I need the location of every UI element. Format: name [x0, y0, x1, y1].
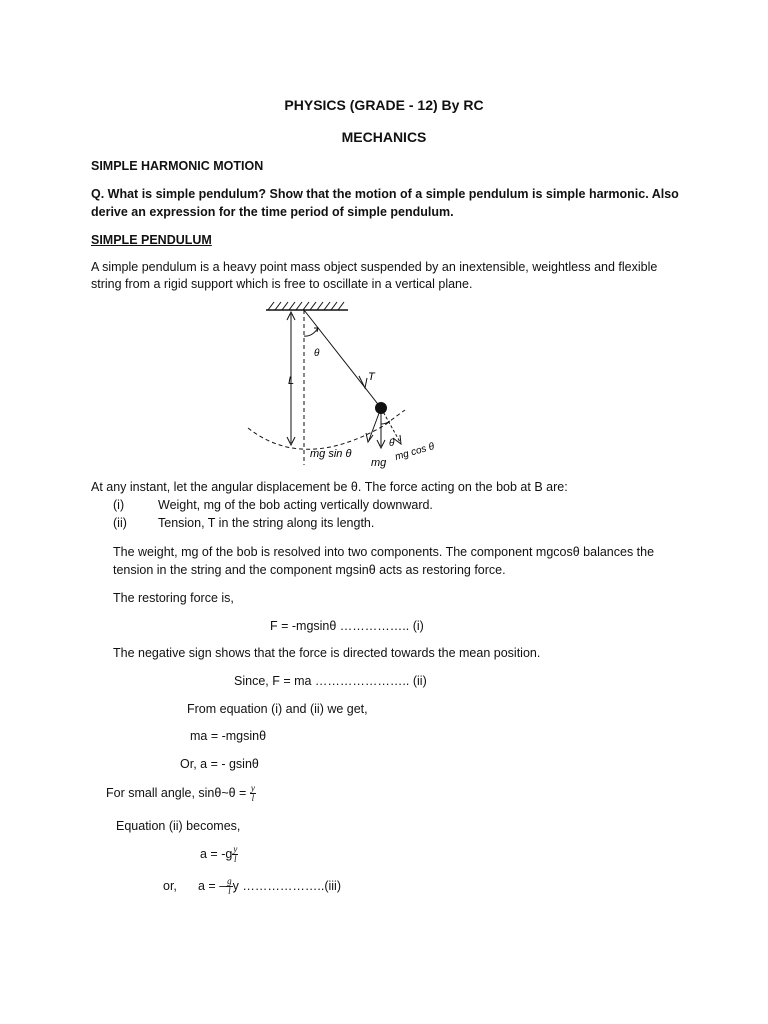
mgsin-label: mg sin θ: [310, 448, 352, 460]
force-1-text: Weight, mg of the bob acting vertically downward.: [158, 498, 433, 512]
pendulum-diagram: [230, 300, 470, 475]
definition-line-2: string from a rigid support which is free to oscillate in a vertical plane.: [91, 277, 473, 291]
support-hatching: [268, 302, 344, 310]
eq6-fraction: $\frac{g}{l}$: [227, 876, 232, 897]
resolve-line-2: tension in the string and the component mgsinθ acts as restoring force.: [113, 563, 506, 577]
resolve-line-1: The weight, mg of the bob is resolved into two components. The component mgcosθ balances the: [113, 545, 655, 559]
equation-1: F = -mgsinθ …………….. (i): [270, 619, 424, 633]
definition-line-1: A simple pendulum is a heavy point mass object suspended by an inextensible, weightless and flexible: [91, 260, 658, 274]
tension-label: T: [368, 371, 375, 383]
theta-label: θ: [314, 348, 320, 359]
equation-becomes-text: Equation (ii) becomes,: [116, 819, 241, 833]
force-1-number: (i): [113, 498, 125, 512]
question-line-1: Q. What is simple pendulum? Show that the motion of a simple pendulum is simple harmonic. Also: [91, 187, 679, 201]
equation-5: a = -g $\frac{y}{l}$: [200, 844, 238, 865]
equation-2: Since, F = ma ………………….. (ii): [234, 674, 427, 688]
force-2-text: Tension, T in the string along its length.: [158, 516, 375, 530]
mgsin-arrow: [369, 408, 381, 440]
equation-6: a = – $\frac{g}{l}$ y ………………..(iii): [198, 876, 341, 897]
small-angle-text: For small angle, sinθ~θ =: [106, 786, 247, 800]
document-subtitle: MECHANICS: [341, 129, 427, 145]
mg-label: mg: [371, 457, 387, 469]
equation-4: Or, a = - gsinθ: [180, 757, 259, 771]
length-label: L: [288, 375, 295, 387]
negative-sign-text: The negative sign shows that the force is directed towards the mean position.: [113, 646, 541, 660]
equation-3: ma = -mgsinθ: [190, 729, 267, 743]
pendulum-string: [304, 310, 381, 408]
document-title: PHYSICS (GRADE - 12) By RC: [284, 97, 484, 113]
question-line-2: derive an expression for the time period of simple pendulum.: [91, 205, 454, 219]
mgcos-arrow: [381, 408, 400, 442]
mgcos-label: mg cos θ: [393, 441, 436, 463]
y-over-l-fraction: $\frac{y}{l}$: [250, 783, 255, 804]
eq5-fraction: $\frac{y}{l}$: [233, 844, 238, 865]
section-heading: SIMPLE HARMONIC MOTION: [91, 159, 264, 173]
small-angle-line: [106, 780, 256, 806]
force-2-number: (ii): [113, 516, 127, 530]
restoring-intro: The restoring force is,: [113, 591, 234, 605]
theta-label-2: θ: [389, 438, 395, 449]
instant-text: At any instant, let the angular displacement be θ. The force acting on the bob at B are:: [91, 480, 568, 494]
equation-6-or: or,: [163, 879, 177, 893]
from-equation-text: From equation (i) and (ii) we get,: [187, 702, 368, 716]
simple-pendulum-heading: SIMPLE PENDULUM: [91, 233, 212, 247]
